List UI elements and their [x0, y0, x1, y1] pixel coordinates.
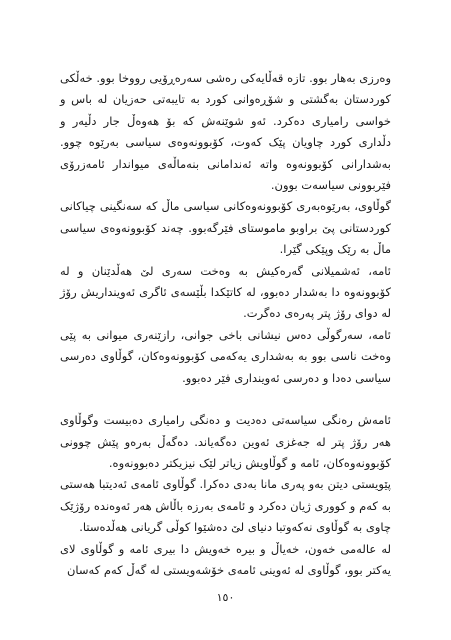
paragraph-1: وەرزی بەهار بوو. تازە قەڵایەکی رەشی سەرەڕۆیی رووخا بوو. خەڵکی کوردستان بەگشتی و شۆڕەوانی کورد بە تایبەتی حەزیان لە باس و خواسی رامیاری دەکرد. ئەو شوێنەش کە بۆ هەوەڵ جار دڵیەر و دڵداری کورد چاویان پێک کەوت، کۆبوونەوەی سیاسی بەرێوە چوو. بەشدارانی کۆبوونەوە واتە ئەندامانی بنەماڵەی میواندار ئامەزرۆی فێربوونی سیاسەت بوون.	[60, 71, 391, 193]
paragraph-3: ئامە، ئەشمیلانی گەرەکیش بە وەخت سەری لێ هەڵدێنان و لە کۆبوونەوە دا بەشدار دەبوو، لە کاتێکدا بڵێسەی ئاگری ئەوینداریش رۆژ لە دوای رۆژ پتر پەرەی دەگرت.	[60, 263, 391, 321]
paragraph-7: لە عالەمی خەون، خەیاڵ و بیرە خەویش دا بیری ئامە و گوڵاوی لای یەکتر بوو، گوڵاوی لە ئەوینی ئامەی خۆشەویستی لە گەڵ کەم کەسان	[60, 541, 391, 577]
body-text	[60, 68, 391, 581]
paragraph-5: ئامەش رەنگی سیاسەتی دەدیت و دەنگی رامیاری دەبیست وگوڵاوی هەر رۆژ پتر لە جەغزی ئەوین دەگەیاند. دەگەڵ بەرەو پێش چوونی کۆبوونەوەکان، ئامە و گوڵاویش زیاتر لێک نیزیکتر دەبوونەوە.	[60, 413, 391, 470]
paragraph-6: پێویستی دیتن بەو پەری مانا بەدی دەکرا. گوڵاوی ئامەی ئەدیتبا هەستی بە کەم و کووری ژیان دەکرد و ئامەی بەرزە باڵاش هەر ئەوەندە رۆژێک چاوی بە گوڵاوی نەکەوتبا دنیای لێ دەشێوا کوڵی گریانی هەڵدەستا.	[60, 477, 391, 535]
paragraph-4: ئامە، سەرگوڵی دەس نیشانی باخی جوانی، رازێنەری میوانی بە پێی وەخت ناسی بوو بە بەشداری یەکەمی کۆبوونەوەکان، گوڵاوی دەرسی سیاسی دەدا و دەرسی ئەوینداری فێر دەبوو.	[60, 327, 391, 385]
paragraph-2: گوڵاوی، بەرێوەبەری کۆبوونەوەکانی سیاسی ماڵ کە سەنگینی چیاکانی کوردستانی پێ براوبو ماموستای فێرگەبوو. چەند کۆبوونەوەی سیاسی ماڵ بە رێک وپێکی گێرا.	[60, 199, 391, 257]
page-number: ١٥٠	[216, 591, 235, 604]
